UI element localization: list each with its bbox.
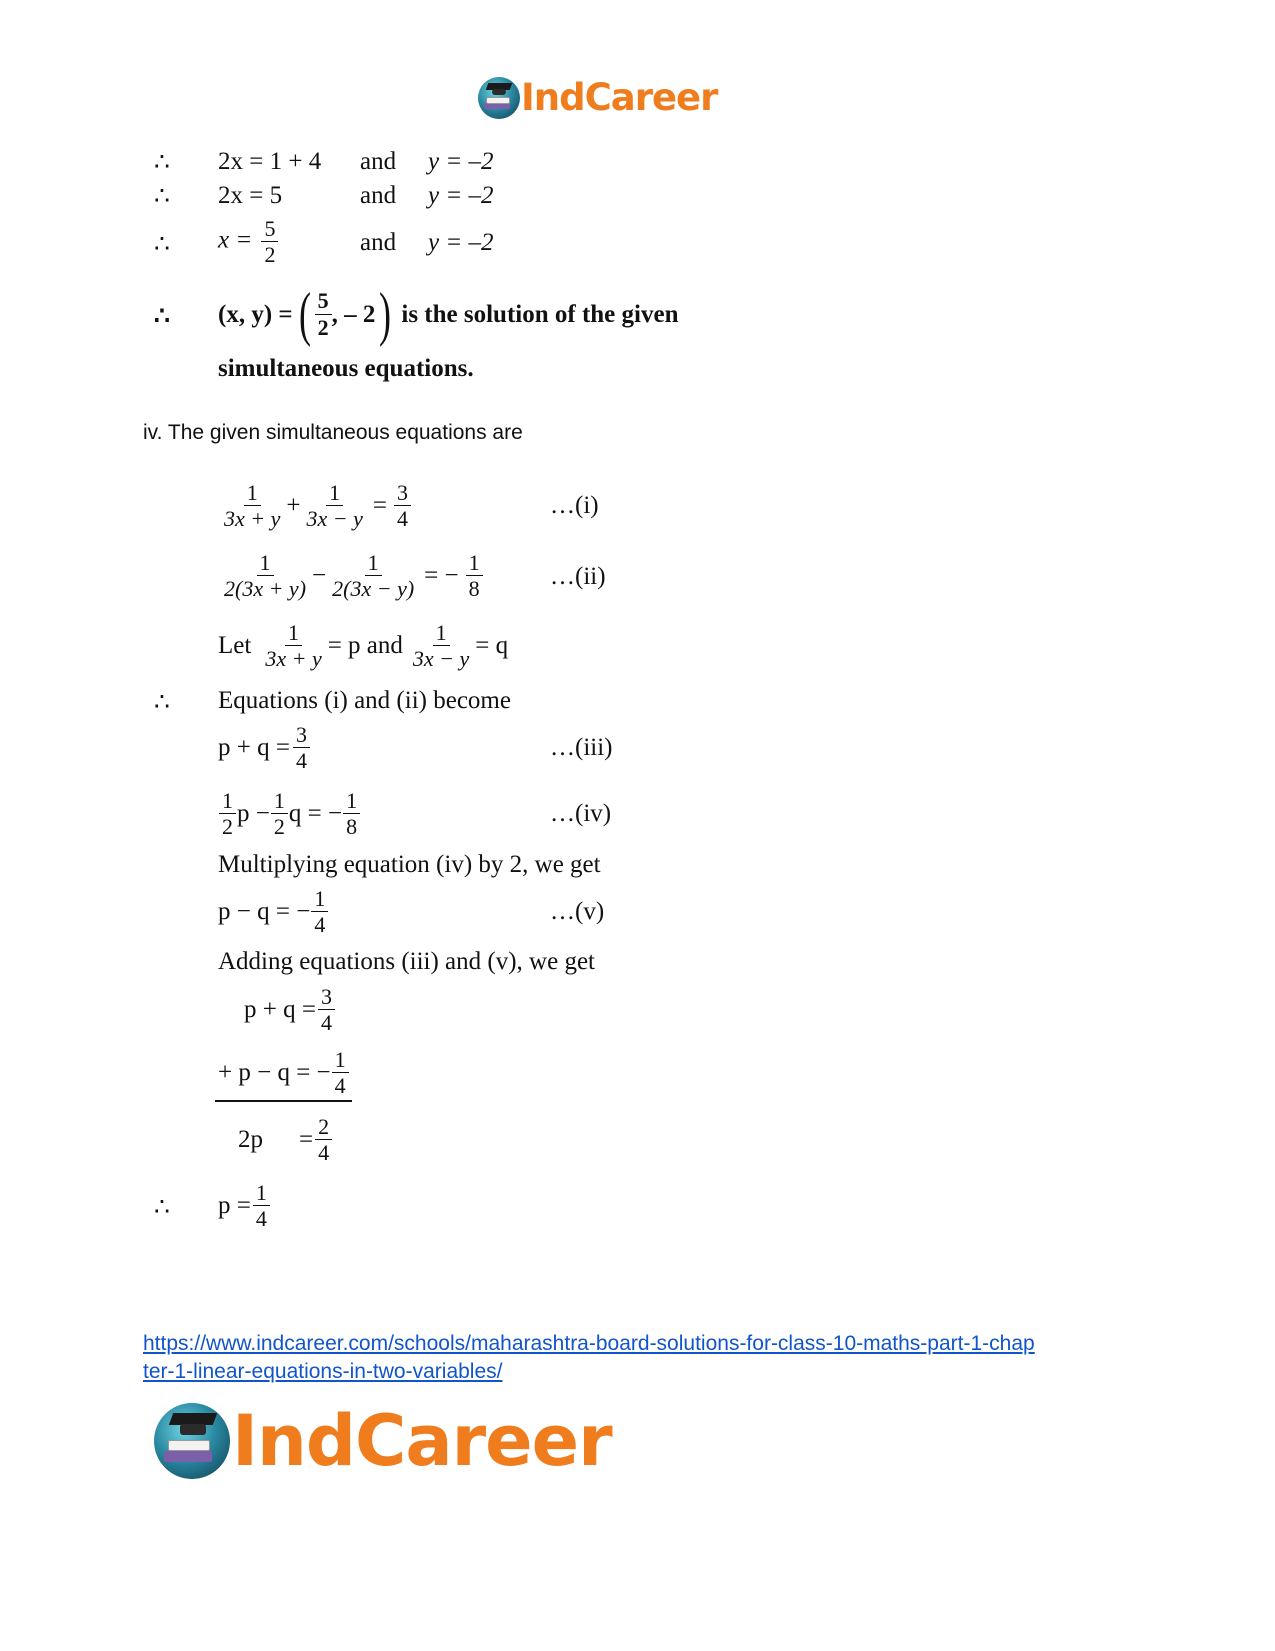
fraction: $\frac{3}{4}$: [318, 984, 335, 1036]
equation-line: 2x = 1 + 4: [218, 148, 322, 175]
equation-tag: …(i): [550, 492, 599, 519]
header-logo-text: IndCareer: [521, 76, 718, 119]
graduation-cap-globe-icon: [478, 77, 520, 119]
therefore-symbol: ∴: [154, 231, 170, 258]
fraction: $\frac{1}{2}$: [271, 788, 288, 840]
and-word: and: [360, 148, 397, 175]
fraction: $\frac{1}{4}$: [332, 1047, 349, 1099]
fraction: $\frac{5}{2}$: [261, 216, 278, 268]
fraction: $\frac{1}{3x + y}$: [265, 620, 322, 672]
statement-text: Adding equations (iii) and (v), we get: [218, 948, 595, 975]
substitution-line: Let $\frac{1}{3x + y}$ = p and $\frac{1}{3x - y}$ = q: [218, 620, 509, 672]
fraction: $\frac{1}{2(3x + y)}$: [224, 550, 307, 602]
equation-tag: …(ii): [550, 563, 606, 590]
addition-result: 2p = $\frac{2}{4}$: [238, 1114, 334, 1166]
equation-tag: …(iv): [550, 800, 612, 827]
addition-row-2: + p − q = − $\frac{1}{4}$: [218, 1047, 350, 1099]
addition-row-1: p + q = $\frac{3}{4}$: [244, 984, 337, 1036]
footer-logo-text: IndCareer: [232, 1400, 612, 1482]
fraction: $\frac{5}{2}$: [315, 288, 332, 340]
therefore-symbol: ∴: [154, 149, 170, 176]
statement-text: Multiplying equation (iv) by 2, we get: [218, 851, 601, 878]
fraction: $\frac{1}{2(3x - y)}$: [332, 550, 415, 602]
solution-text: simultaneous equations.: [218, 355, 474, 382]
equation-line: y = –2: [428, 148, 494, 175]
fraction: $\frac{1}{3x - y}$: [412, 620, 470, 672]
equation-iii: p + q = $\frac{3}{4}$: [218, 722, 313, 774]
and-word: and: [360, 229, 397, 256]
graduation-cap-globe-icon: [154, 1403, 230, 1479]
section-intro: iv. The given simultaneous equations are: [143, 421, 523, 444]
therefore-symbol: ∴: [154, 183, 170, 210]
equation-line: x = $\frac{5}{2}$: [218, 216, 281, 268]
fraction: $\frac{1}{4}$: [253, 1180, 270, 1232]
final-result: p = $\frac{1}{4}$: [218, 1180, 272, 1232]
equation-i: $\frac{1}{3x + y}$ + $\frac{1}{3x - y}$ = $\frac{3}{4}$: [218, 480, 414, 532]
therefore-symbol: ∴: [154, 303, 170, 330]
addition-rule: [215, 1100, 352, 1102]
fraction: $\frac{1}{3x - y}$: [306, 480, 363, 532]
fraction: $\frac{1}{8}$: [466, 550, 483, 602]
equation-line: 2x = 5: [218, 182, 283, 209]
and-word: and: [360, 182, 397, 209]
fraction: $\frac{1}{8}$: [343, 788, 360, 840]
fraction: $\frac{1}{2}$: [219, 788, 236, 840]
fraction: $\frac{1}{4}$: [311, 886, 328, 938]
equation-v: p − q = − $\frac{1}{4}$: [218, 886, 329, 938]
solution-line: (x, y) = ( $\frac{5}{2}$ , – 2 ) is the solution of the given: [218, 281, 679, 347]
statement-text: Equations (i) and (ii) become: [218, 687, 511, 714]
fraction: $\frac{1}{3x + y}$: [224, 480, 281, 532]
equation-line: y = –2: [428, 182, 494, 209]
fraction: $\frac{3}{4}$: [394, 480, 411, 532]
fraction: $\frac{3}{4}$: [293, 722, 310, 774]
source-link-line-2[interactable]: ter-1-linear-equations-in-two-variables/: [143, 1360, 503, 1383]
therefore-symbol: ∴: [154, 1194, 170, 1221]
equation-tag: …(iii): [550, 734, 613, 761]
equation-ii: $\frac{1}{2(3x + y)}$ − $\frac{1}{2(3x - y)}$ = − $\frac{1}{8}$: [218, 550, 486, 602]
source-link-line-1[interactable]: https://www.indcareer.com/schools/maharashtra-board-solutions-for-class-10-maths-part-1-chap: [143, 1332, 1035, 1355]
fraction: $\frac{2}{4}$: [315, 1114, 332, 1166]
footer-logo: [154, 1400, 612, 1482]
equation-iv: $\frac{1}{2}$ p − $\frac{1}{2}$ q = − $\frac{1}{8}$: [218, 788, 361, 840]
equation-tag: …(v): [550, 898, 605, 925]
header-logo: [478, 76, 717, 119]
equation-line: y = –2: [428, 229, 494, 256]
therefore-symbol: ∴: [154, 689, 170, 716]
